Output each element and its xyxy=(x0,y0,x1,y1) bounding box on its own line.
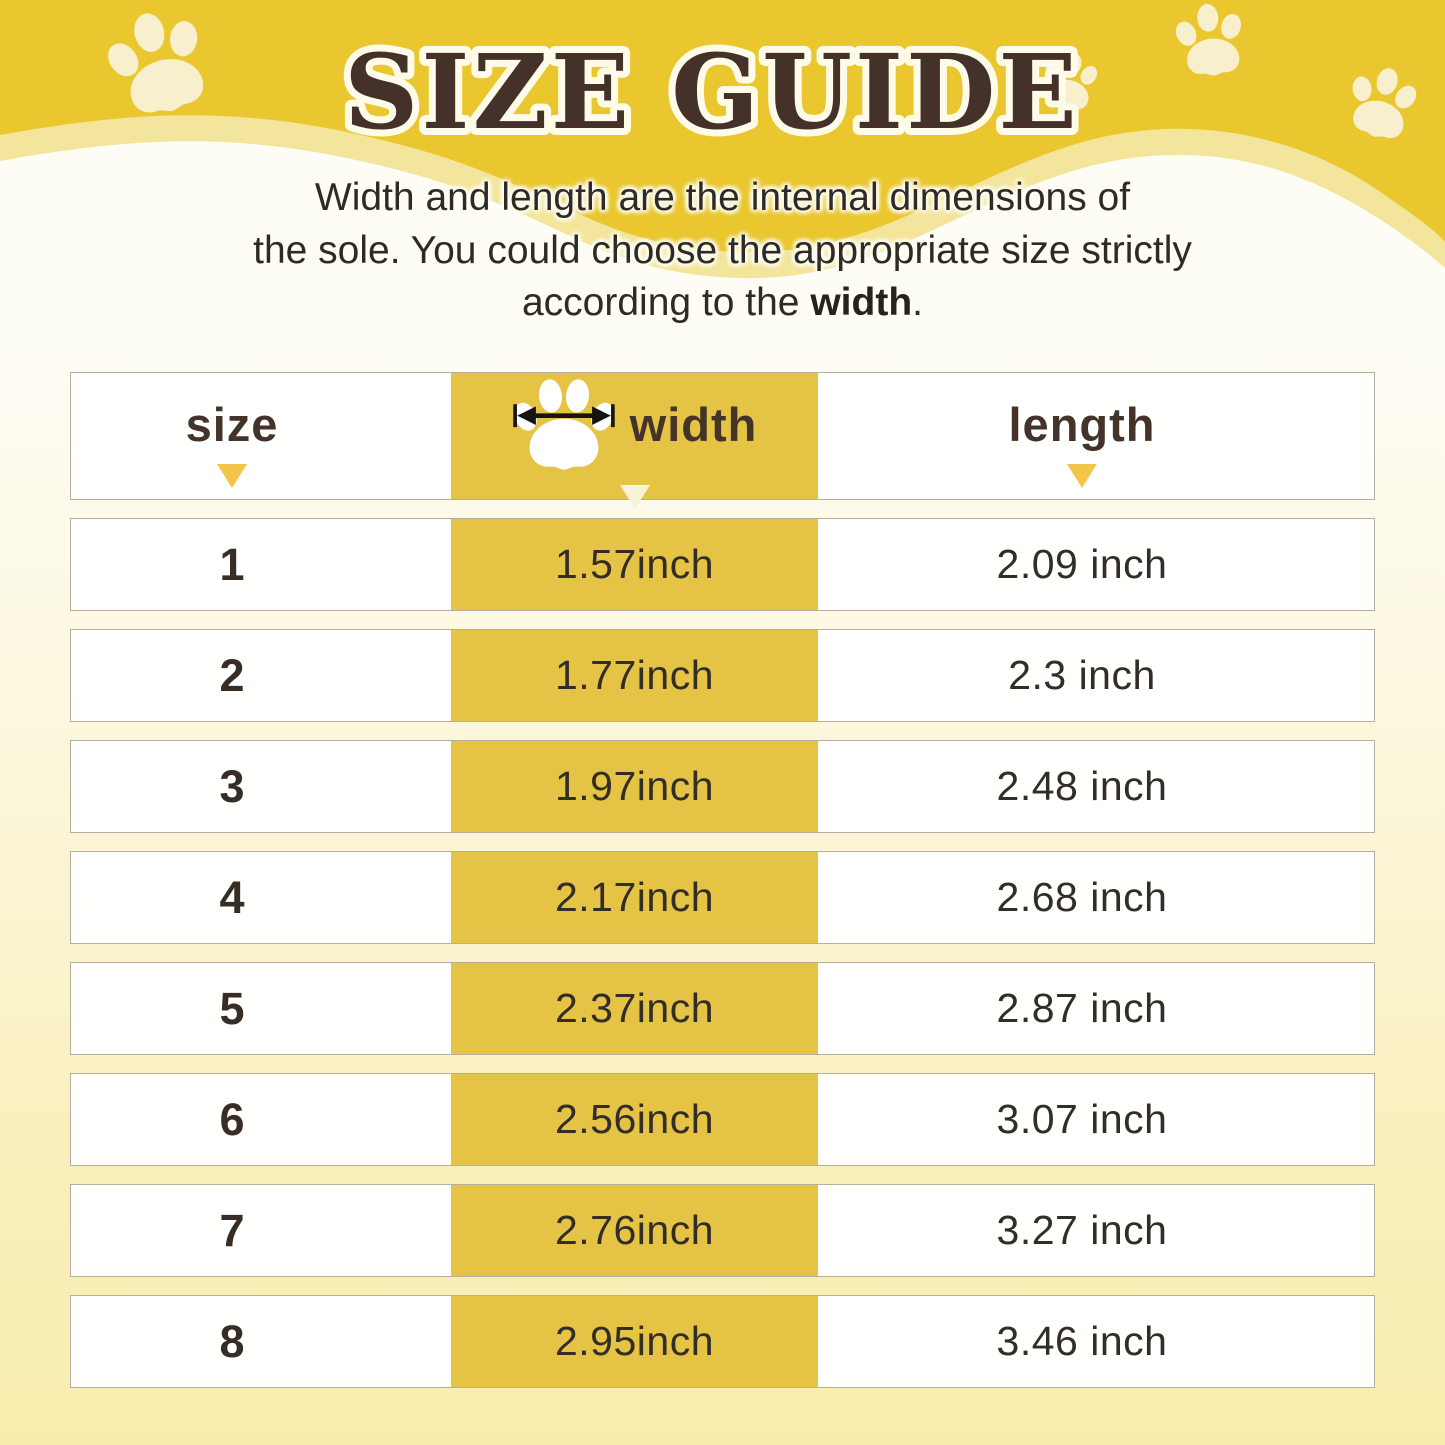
description xyxy=(0,172,1445,330)
description-line-1: Width and length are the internal dimensions of xyxy=(314,176,1131,219)
table-row xyxy=(70,1184,1375,1277)
triangle-down-icon xyxy=(1067,464,1097,488)
size-value: 6 xyxy=(219,1093,245,1145)
table-row xyxy=(70,740,1375,833)
table-row xyxy=(70,629,1375,722)
width-value: 2.37inch xyxy=(451,963,818,1054)
width-column-header: width xyxy=(629,397,758,451)
table-header-row xyxy=(70,372,1375,500)
length-value: 2.68 inch xyxy=(996,874,1168,920)
length-value: 3.07 inch xyxy=(996,1096,1168,1142)
header-size-cell xyxy=(71,373,451,499)
length-value: 3.46 inch xyxy=(996,1318,1168,1364)
header-width-cell xyxy=(451,373,818,499)
table-row xyxy=(70,1295,1375,1388)
width-value: 1.77inch xyxy=(451,630,818,721)
length-value: 2.87 inch xyxy=(996,985,1168,1031)
triangle-down-icon xyxy=(620,485,650,509)
description-line-3-prefix: according to the xyxy=(521,281,811,325)
width-value: 2.17inch xyxy=(451,852,818,943)
page-title: SIZE GUIDE xyxy=(344,32,1080,153)
size-table xyxy=(70,372,1375,1406)
size-value: 3 xyxy=(219,760,245,812)
length-column-header: length xyxy=(1008,397,1156,451)
size-value: 7 xyxy=(219,1204,245,1256)
table-row xyxy=(70,1073,1375,1166)
size-value: 2 xyxy=(219,649,245,701)
length-value: 3.27 inch xyxy=(996,1207,1168,1253)
length-value: 2.09 inch xyxy=(996,541,1168,587)
size-value: 5 xyxy=(219,982,245,1034)
description-line-3-suffix: . xyxy=(912,281,923,325)
size-value: 1 xyxy=(219,538,245,590)
description-line-3 xyxy=(0,277,1445,330)
width-value: 1.57inch xyxy=(451,519,818,610)
triangle-down-icon xyxy=(217,464,247,488)
size-value: 8 xyxy=(219,1315,245,1367)
description-width-keyword: width xyxy=(810,281,913,325)
description-line-2: the sole. You could choose the appropriate size strictly xyxy=(253,228,1192,272)
size-value: 4 xyxy=(219,871,245,923)
length-value: 2.48 inch xyxy=(996,763,1168,809)
width-value: 2.56inch xyxy=(451,1074,818,1165)
table-row xyxy=(70,851,1375,944)
header-length-cell xyxy=(818,373,1374,499)
size-column-header: size xyxy=(185,397,279,451)
length-value: 2.3 inch xyxy=(1008,652,1156,698)
table-row xyxy=(70,518,1375,611)
width-value: 2.95inch xyxy=(451,1296,818,1387)
width-value: 1.97inch xyxy=(451,741,818,832)
table-row xyxy=(70,962,1375,1055)
paw-width-arrow-icon xyxy=(512,375,616,473)
width-value: 2.76inch xyxy=(451,1185,818,1276)
